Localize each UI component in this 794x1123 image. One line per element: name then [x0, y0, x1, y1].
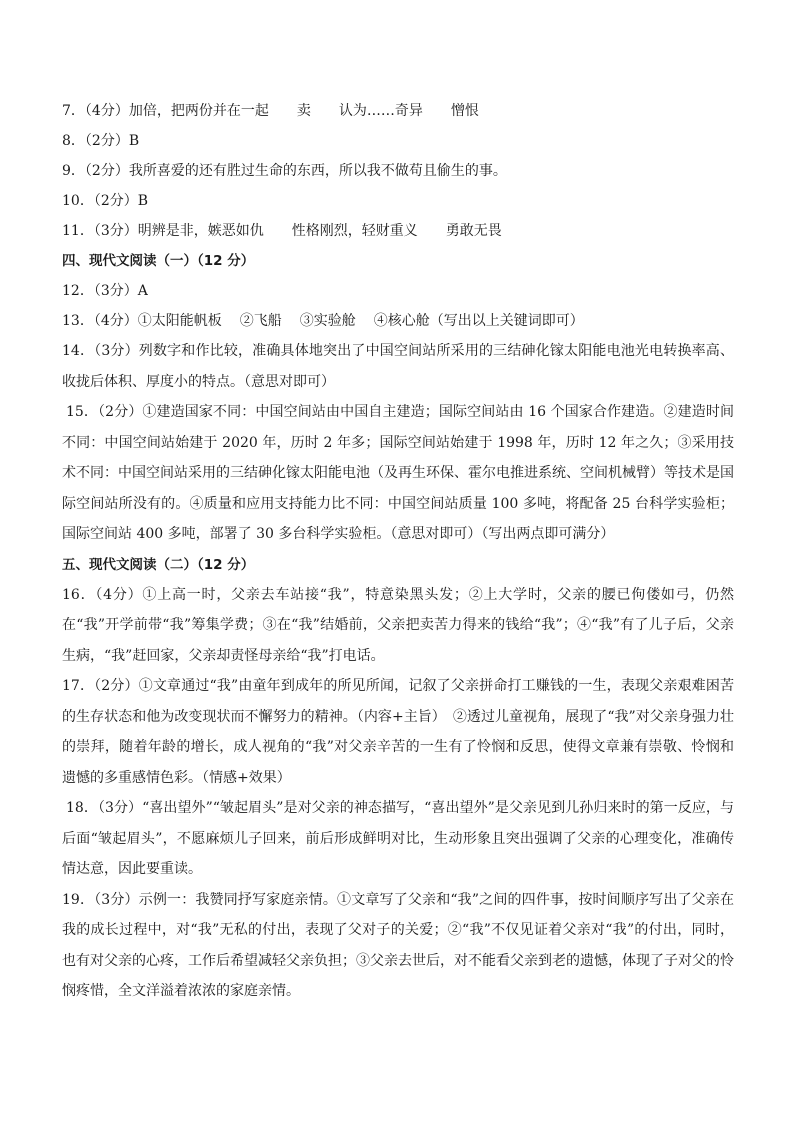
- answer-q13-part-3: ③实验舱: [299, 313, 356, 329]
- answer-q18: 18．（3分）“喜出望外”“皱起眉头”是对父亲的神态描写，“喜出望外”是父亲见到儿孙归来时的第一反应，与后面“皱起眉头”，不愿麻烦儿子回来，前后形成鲜明对比，生动形象且突出强调了父亲的心理变化，准确传情达意，因此要重读。: [62, 800, 734, 877]
- answer-q7-part-3: 认为……奇异: [338, 103, 423, 119]
- answer-q13: [62, 306, 734, 336]
- answer-q7-part-4: 憎恨: [450, 103, 479, 119]
- section-heading-4: 四、现代文阅读（一）（12 分）: [62, 253, 255, 269]
- answer-q11-prefix: 11．（3分）: [62, 223, 138, 239]
- answer-q13-part-4: ④核心舱: [373, 313, 430, 329]
- answer-q17: 17．（2分）①文章通过“我”由童年到成年的所见所闻，记叙了父亲拼命打工赚钱的一生，表现父亲艰难困苦的生存状态和他为改变现状而不懈努力的精神。（内容+主旨） ②透过儿童视角，展现了“我”对父亲身强力壮的崇拜，随着年龄的增长，成人视角的“我”对父亲辛苦的一生有了怜悯和反思，使得文章兼有崇敬、怜悯和遗憾的多重感情色彩。（情感+效果）: [62, 678, 734, 786]
- answer-q16: 16．（4分）①上高一时，父亲去车站接“我”，特意染黑头发；②上大学时，父亲的腰已佝偻如弓，仍然在“我”开学前带“我”筹集学费；③在“我”结婚前，父亲把卖苦力得来的钱给“我”；④“我”有了儿子后，父亲生病，“我”赶回家，父亲却责怪母亲给“我”打电话。: [62, 586, 734, 664]
- answer-q11-part-1: 明辨是非，嫉恶如仇: [137, 223, 264, 239]
- answer-q10: 10．（2分）B: [62, 193, 149, 209]
- answer-q11: [62, 216, 734, 246]
- answer-q13-part-1: ①太阳能帆板: [137, 313, 222, 329]
- answer-q15: 15．（2分）①建造国家不同：中国空间站由中国自主建造；国际空间站由 16 个国家合作建造。②建造时间不同：中国空间站始建于 2020 年，历时 2 年多；国际空间站始建于 1998 年，历时 12 年之久；③采用技术不同：中国空间站采用的三结砷化镓太阳能电池（及再生环保、霍尔电推进系统、空间机械臂）等技术是国际空间站所没有的。④质量和应用支持能力比不同：中国空间站质量 100 多吨，将配备 25 台科学实验柜；国际空间站 400 多吨，部署了 30 多台科学实验柜。（意思对即可）（写出两点即可满分）: [62, 404, 734, 542]
- answer-q7-part-2: 卖: [296, 103, 311, 119]
- answer-q7-prefix: 7．（4分）: [62, 103, 129, 119]
- answer-q7: [62, 96, 734, 126]
- answer-q13-part-2: ②飞船: [239, 313, 282, 329]
- answer-q9: 9．（2分）我所喜爱的还有胜过生命的东西，所以我不做苟且偷生的事。: [62, 163, 507, 179]
- answer-q13-note: （写出以上关键词即可）: [429, 313, 584, 329]
- answer-q11-part-3: 勇敢无畏: [445, 223, 502, 239]
- answer-q12: 12．（3分）A: [62, 283, 148, 299]
- section-heading-5: 五、现代文阅读（二）（12 分）: [62, 556, 255, 573]
- answer-q7-part-1: 加倍，把两份并在一起: [128, 103, 269, 119]
- answer-q11-part-2: 性格刚烈，轻财重义: [291, 223, 418, 239]
- answer-q13-prefix: 13．（4分）: [62, 313, 138, 329]
- answer-q19: 19．（3分）示例一：我赞同抒写家庭亲情。①文章写了父亲和“我”之间的四件事，按时间顺序写出了父亲在我的成长过程中，对“我”无私的付出，表现了父对子的关爱；②“我”不仅见证着父亲对“我”的付出，同时，也有对父亲的心疼，工作后希望减轻父亲负担；③父亲去世后，对不能看父亲到老的遗憾，体现了子对父的怜悯疼惜，全文洋溢着浓浓的家庭亲情。: [62, 891, 734, 999]
- answer-sheet: [62, 96, 734, 1007]
- answer-q8: 8．（2分）B: [62, 133, 140, 149]
- answer-q14: 14．（3分）列数字和作比较，准确具体地突出了中国空间站所采用的三结砷化镓太阳能电池光电转换率高、收拢后体积、厚度小的特点。（意思对即可）: [62, 343, 734, 390]
